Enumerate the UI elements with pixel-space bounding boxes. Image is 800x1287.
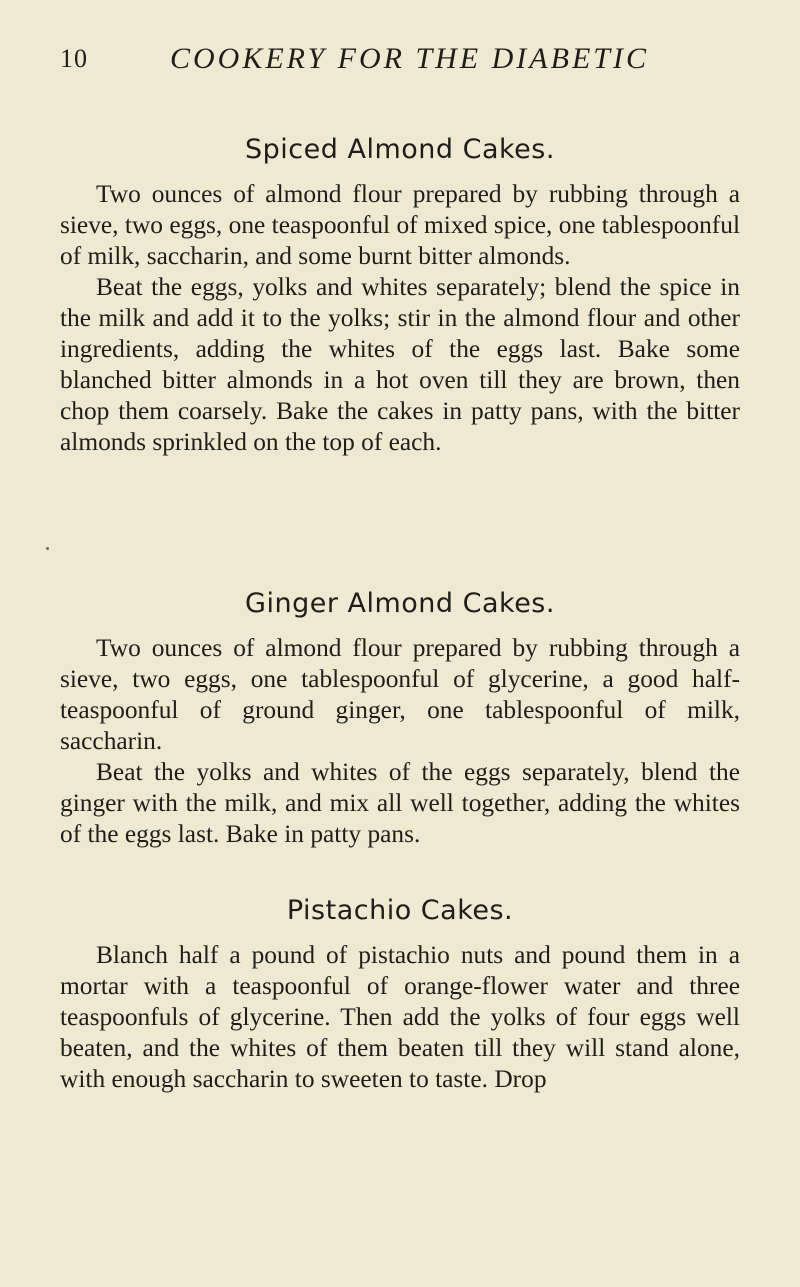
paper-speck: [46, 547, 49, 550]
book-title: COOKERY FOR THE DIABETIC: [170, 42, 649, 75]
recipe-paragraph: Blanch half a pound of pistachio nuts and pound them in a mortar with a teaspoonful of orange-flower water and three teaspoonfuls of glycerine. Then add the yolks of four eggs well beaten, and the whites of them beaten till they will stand alone, with enough saccharin to sweeten to taste. Drop: [60, 941, 740, 1093]
recipe-spiced-almond-cakes: [60, 134, 740, 458]
page-number: 10: [60, 44, 88, 73]
recipe-paragraph: Beat the yolks and whites of the eggs separately, blend the ginger with the milk, and mix all well together, adding the whites of the eggs last. Bake in patty pans.: [60, 758, 740, 848]
recipe-ginger-almond-cakes: [60, 588, 740, 850]
recipe-pistachio-cakes: [60, 895, 740, 1095]
recipe-title: Pistachio Cakes.: [286, 895, 514, 926]
recipe-title: Spiced Almond Cakes.: [245, 134, 555, 165]
recipe-paragraph: Two ounces of almond flour prepared by rubbing through a sieve, two eggs, one tablespoonful of glycerine, a good half-teaspoonful of ground ginger, one tablespoonful of milk, saccharin.: [60, 634, 740, 755]
recipe-paragraph: Two ounces of almond flour prepared by rubbing through a sieve, two eggs, one teaspoonful of mixed spice, one tablespoonful of milk, saccharin, and some burnt bitter almonds.: [60, 180, 740, 270]
recipe-title: Ginger Almond Cakes.: [245, 588, 555, 619]
running-head: [60, 38, 740, 78]
recipe-paragraph: Beat the eggs, yolks and whites separately; blend the spice in the milk and add it to the yolks; stir in the almond flour and other ingredients, adding the whites of the eggs last. Bake some blanched bitter almonds in a hot oven till they are brown, then chop them coarsely. Bake the cakes in patty pans, with the bitter almonds sprinkled on the top of each.: [60, 273, 740, 456]
